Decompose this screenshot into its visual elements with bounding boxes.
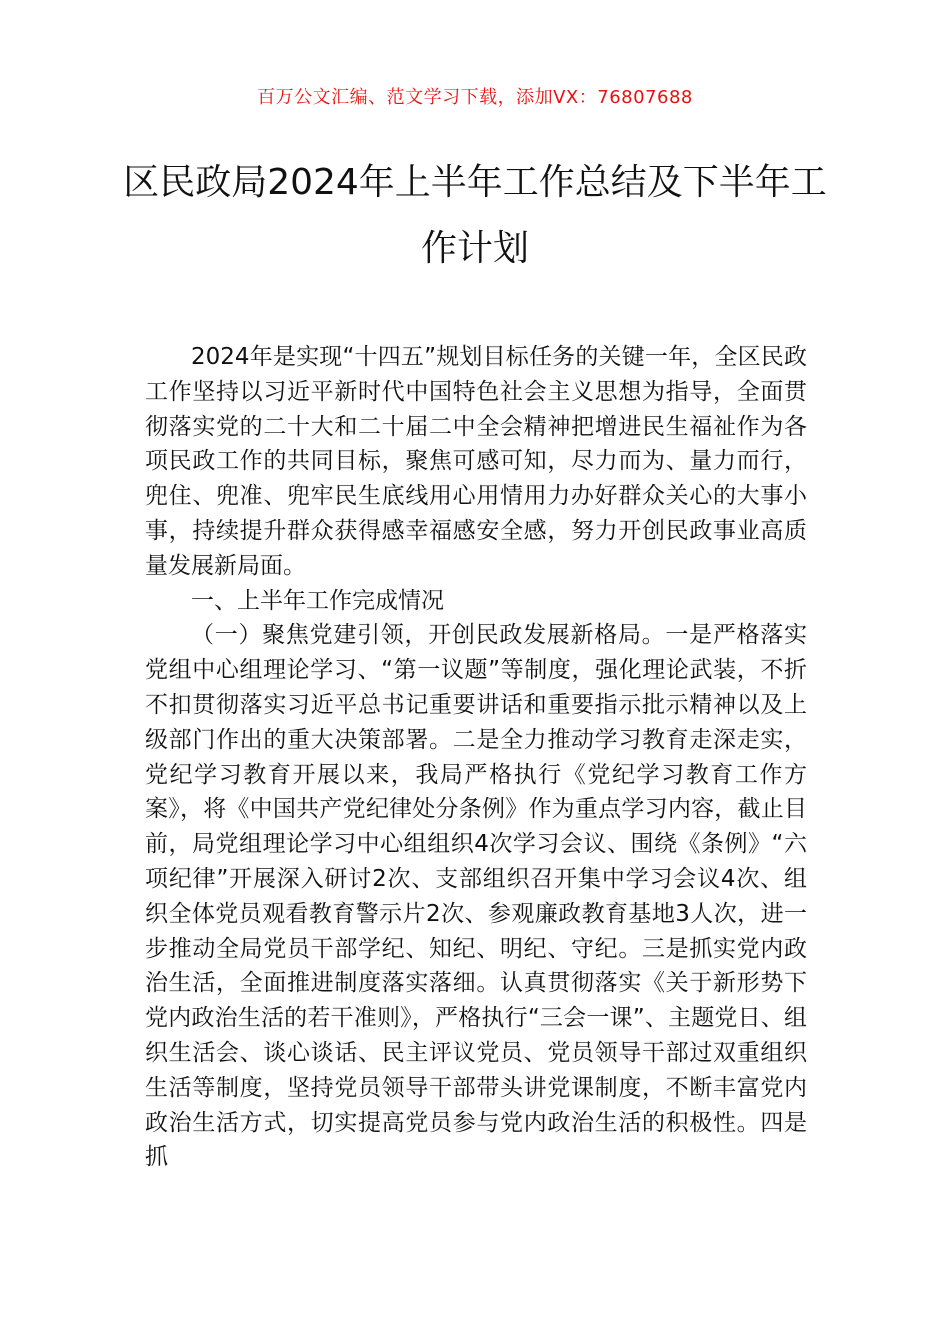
document-title: 区民政局2024年上半年工作总结及下半年工作计划 (123, 162, 827, 269)
section-paragraph: （一）聚焦党建引领，开创民政发展新格局。一是严格落实党组中心组理论学习、“第一议题”等制度，强化理论武装，不折不扣贯彻落实习近平总书记重要讲话和重要指示批示精神以及上级部门作出的重大决策部署。二是全力推动学习教育走深走实，党纪学习教育开展以来，我局严格执行《党纪学习教育工作方案》，将《中国共产党纪律处分条例》作为重点学习内容，截止目前，局党组理论学习中心组组织4次学习会议、围绕《条例》“六项纪律”开展深入研讨2次、支部组织召开集中学习会议4次、组织全体党员观看教育警示片2次、参观廉政教育基地3人次，进一步推动全局党员干部学纪、知纪、明纪、守纪。三是抓实党内政治生活，全面推进制度落实落细。认真贯彻落实《关于新形势下党内政治生活的若干准则》，严格执行“三会一课”、主题党日、组织生活会、谈心谈话、民主评议党员、党员领导干部过双重组织生活等制度，坚持党员领导干部带头讲党课制度，不断丰富党内政治生活方式，切实提高党员参与党内政治生活的积极性。四是抓 (145, 622, 807, 1171)
intro-paragraph: 2024年是实现“十四五”规划目标任务的关键一年，全区民政工作坚持以习近平新时代中国特色社会主义思想为指导，全面贯彻落实党的二十大和二十届二中全会精神把增进民生福祉作为各项民政工作的共同目标，聚焦可感可知，尽力而为、量力而行，兜住、兜准、兜牢民生底线用心用情用力办好群众关心的大事小事，持续提升群众获得感幸福感安全感，努力开创民政事业高质量发展新局面。 (145, 344, 807, 579)
section-heading: 一、上半年工作完成情况 (191, 587, 444, 614)
document-body (145, 340, 807, 1175)
watermark-banner: 百万公文汇编、范文学习下载，添加VX：76807688 (257, 87, 693, 108)
